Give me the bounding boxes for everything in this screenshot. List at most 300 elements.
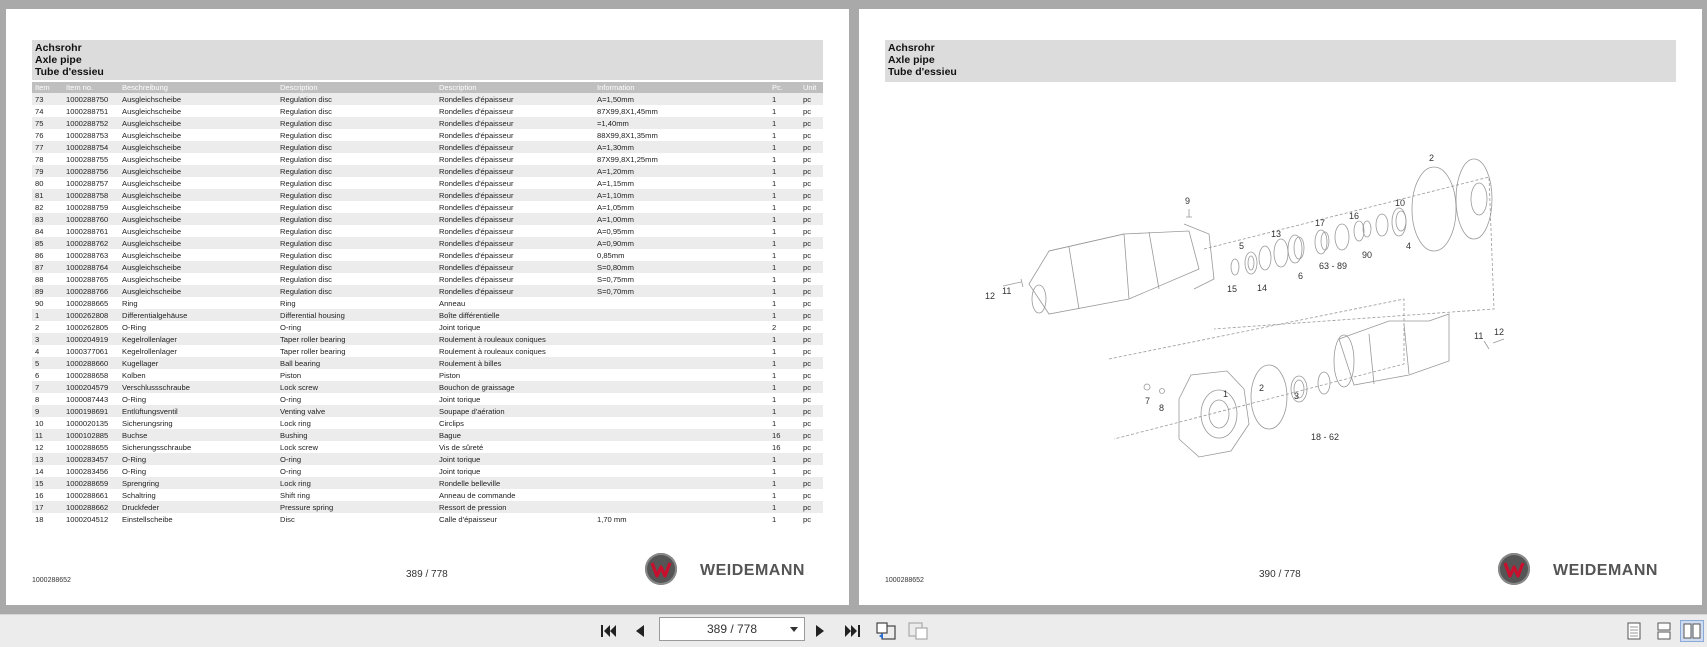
callout-label: 5 [1239,241,1245,251]
cell-description-en: Regulation disc [277,141,436,153]
cell-pc: 1 [772,466,777,476]
cell-description-fr: Joint torique [439,322,481,332]
cell-pc: 2 [772,322,777,332]
cell-information [594,405,769,417]
two-page-view-button[interactable] [1680,620,1704,642]
cell-information: 88X99,8X1,35mm [597,130,658,140]
page-number: 389 / 778 [406,569,448,580]
cell-item-no: 1000288752 [63,117,119,129]
cell-pc: 1 [772,274,777,284]
cell-description-fr: Joint torique [436,453,594,465]
cell-description-en: Regulation disc [277,237,436,249]
cell-item-no: 1000288754 [63,141,119,153]
cell-description-en: Lock ring [280,418,311,428]
cell-description-en: Regulation disc [277,165,436,177]
cell-description-en: Regulation disc [277,117,436,129]
cell-unit: pc [803,418,812,428]
cell-description-en: Bushing [277,429,436,441]
callout-label: 11 [1002,286,1012,296]
cell-description-fr: Soupape d'aération [436,405,594,417]
weidemann-logo [645,553,825,589]
viewer-toolbar [0,614,1707,647]
callout-label: 14 [1257,283,1268,293]
cell-beschreibung: Schaltring [122,490,156,500]
cell-item: 81 [32,189,63,201]
cell-information [594,345,769,357]
cell-description-fr: Rondelles d'épaisseur [439,274,514,284]
cell-item-no: 1000377061 [66,346,109,356]
col-header-pc: Pc. [769,82,800,93]
cell-item-no: 1000204579 [63,381,119,393]
cell-description-fr: Rondelles d'épaisseur [436,285,594,297]
cell-description-en: Shift ring [280,490,310,500]
cell-beschreibung: O-Ring [122,322,147,332]
cell-beschreibung: Ausgleichscheibe [119,189,277,201]
cell-unit: pc [800,477,823,489]
cell-item: 4 [35,346,40,356]
table-row [32,357,823,369]
cell-beschreibung: Ausgleichscheibe [119,141,277,153]
title-en: Axle pipe [888,54,935,66]
page-title-box [885,40,1676,82]
cell-item-no: 1000288753 [66,130,109,140]
cell-item: 11 [32,429,63,441]
cell-item: 7 [32,381,63,393]
cell-item-no: 1000288764 [63,261,119,273]
table-row [32,369,823,381]
previous-page-button[interactable] [628,620,652,642]
cell-description-en: Pressure spring [277,501,436,513]
table-row [32,321,823,333]
cell-description-en: Regulation disc [280,202,332,212]
table-row [32,177,823,189]
cell-item-no: 1000288763 [66,250,109,260]
table-row [32,129,823,141]
cell-description-fr: Rondelles d'épaisseur [436,261,594,273]
logo-wordmark: WEIDEMANN [700,562,805,579]
cell-beschreibung: Verschlussschraube [119,381,277,393]
cell-item-no: 1000204512 [66,514,109,524]
callout-labels [985,153,1504,442]
cell-description-fr: Bouchon de graissage [436,381,594,393]
cell-beschreibung: Ausgleichscheibe [122,178,182,188]
cell-information: A=1,00mm [594,213,769,225]
cell-item-no: 1000102885 [63,429,119,441]
table-row [32,333,823,345]
cell-description-en: Regulation disc [277,189,436,201]
cell-unit: pc [800,117,823,129]
cell-item-no: 1000020135 [66,418,109,428]
table-row [32,225,823,237]
cell-description-fr: Rondelles d'épaisseur [439,178,514,188]
cell-item: 79 [32,165,63,177]
cell-item-no: 1000288760 [63,213,119,225]
previous-view-button[interactable] [874,620,898,642]
col-header-description-fr: Description [436,82,594,93]
cell-item: 16 [35,490,44,500]
cell-item-no: 1000288758 [63,189,119,201]
document-number: 1000288652 [885,577,924,584]
cell-description-en: Taper roller bearing [277,333,436,345]
cell-information [594,321,769,333]
cell-item-no: 1000288660 [63,357,119,369]
cell-description-en: Ring [280,298,296,308]
callout-label: 63 - 89 [1319,261,1348,271]
callout-label: 4 [1406,241,1412,251]
table-row [32,261,823,273]
table-row [32,153,823,165]
cell-item: 15 [32,477,63,489]
cell-unit: pc [800,381,823,393]
col-header-description-en: Description [277,82,436,93]
cell-description-fr: Rondelles d'épaisseur [439,250,514,260]
callout-label: 7 [1145,396,1151,406]
cell-unit: pc [803,466,812,476]
cell-item-no: 1000262805 [66,322,109,332]
cell-information [594,369,769,381]
cell-beschreibung: Ausgleichscheibe [122,250,182,260]
cell-description-en: Regulation disc [277,285,436,297]
table-row [32,381,823,393]
table-row [32,477,823,489]
cell-information [594,489,769,501]
cell-description-en: Regulation disc [280,178,332,188]
cell-unit: pc [800,141,823,153]
cell-pc: 1 [769,189,800,201]
cell-information [594,381,769,393]
cell-description-fr: Rondelles d'épaisseur [436,93,594,105]
cell-beschreibung: Ausgleichscheibe [119,261,277,273]
cell-description-en: Lock ring [277,477,436,489]
cell-pc: 16 [769,429,800,441]
table-row [32,237,823,249]
cell-unit: pc [800,333,823,345]
cell-item-no: 1000288659 [63,477,119,489]
cell-description-en: Regulation disc [280,226,332,236]
callout-label: 10 [1395,198,1406,208]
cell-pc: 1 [769,237,800,249]
cell-pc: 1 [772,178,777,188]
cell-beschreibung: O-Ring [122,466,147,476]
cell-beschreibung: Sprengring [119,477,277,489]
cell-information [594,501,769,513]
cell-unit: pc [803,154,812,164]
cell-pc: 1 [769,285,800,297]
cell-item: 10 [35,418,44,428]
cell-item-no: 1000288665 [66,298,109,308]
cell-pc: 1 [769,261,800,273]
table-row [32,141,823,153]
cell-description-en: Lock screw [280,442,318,452]
table-row [32,189,823,201]
page-number: 390 / 778 [1259,569,1301,580]
cell-beschreibung: Ausgleichscheibe [119,237,277,249]
cell-information [594,393,769,405]
callout-label: 1 [1223,389,1229,399]
cell-item: 14 [35,466,44,476]
cell-pc: 1 [772,202,777,212]
parts-table-body [32,93,823,525]
cell-description-fr: Piston [439,370,461,380]
cell-beschreibung: Ausgleichscheibe [122,154,182,164]
cell-description-en: O-ring [280,322,302,332]
col-header-item: Item [32,82,63,93]
cell-unit: pc [803,490,812,500]
cell-description-en: O-ring [280,394,302,404]
cell-pc: 1 [769,93,800,105]
cell-item-no: 1000288766 [63,285,119,297]
next-page-button[interactable] [808,620,832,642]
cell-item: 1 [32,309,63,321]
page-number-field[interactable] [659,617,805,641]
cell-pc: 1 [769,213,800,225]
callout-label: 9 [1185,196,1191,206]
cell-unit: pc [803,298,812,308]
cell-beschreibung: Ausgleichscheibe [122,106,182,116]
cell-description-fr: Joint torique [439,394,481,404]
table-row [32,465,823,477]
single-page-view-button[interactable] [1622,620,1646,642]
two-page-view-icon [1683,623,1701,639]
cell-unit: pc [803,370,812,380]
cell-item: 85 [32,237,63,249]
cell-unit: pc [803,346,812,356]
cell-description-fr: Rondelles d'épaisseur [439,130,514,140]
cell-item-no: 1000204919 [63,333,119,345]
weidemann-logo-icon [645,553,677,585]
cell-unit: pc [803,442,812,452]
cell-description-en: Regulation disc [280,274,332,284]
cell-description-fr: Rondelles d'épaisseur [439,226,514,236]
table-row [32,489,823,501]
table-row [32,93,823,105]
cell-item: 5 [32,357,63,369]
cell-description-fr: Roulement à rouleaux coniques [439,346,546,356]
cell-unit: pc [803,394,812,404]
next-view-icon [907,621,929,641]
callout-label: 8 [1159,403,1165,413]
cell-information: A=0,90mm [594,237,769,249]
cell-information: A=1,10mm [594,189,769,201]
cell-description-fr: Anneau [439,298,466,308]
cell-unit: pc [800,309,823,321]
cell-information [594,429,769,441]
cell-beschreibung: Einstellscheibe [122,514,173,524]
cell-description-en: O-ring [280,466,302,476]
callout-label: 16 [1349,211,1360,221]
cell-information: 87X99,8X1,45mm [597,106,658,116]
cell-item-no: 1000262808 [63,309,119,321]
callout-label: 2 [1259,383,1265,393]
cell-description-fr: Rondelles d'épaisseur [436,165,594,177]
cell-pc: 1 [769,477,800,489]
cell-item: 87 [32,261,63,273]
cell-item: 18 [35,514,44,524]
cell-unit: pc [803,178,812,188]
col-header-beschreibung: Beschreibung [119,82,277,93]
cell-description-fr: Ressort de pression [436,501,594,513]
table-row [32,213,823,225]
cell-item-no: 1000288757 [66,178,109,188]
cell-item-no: 1000198691 [63,405,119,417]
callout-label: 2 [1429,153,1435,163]
cell-unit: pc [800,429,823,441]
col-header-item-no: Item no. [63,82,119,93]
callout-label: 17 [1315,218,1326,228]
cell-item-no: 1000288655 [66,442,109,452]
cell-pc: 1 [772,370,777,380]
cell-description-fr: Rondelles d'épaisseur [439,202,514,212]
cell-pc: 1 [769,501,800,513]
cell-description-en: Regulation disc [277,93,436,105]
cell-unit: pc [803,130,812,140]
cell-beschreibung: Sicherungsring [122,418,173,428]
table-row [32,285,823,297]
cell-information: A=1,50mm [594,93,769,105]
cell-unit: pc [800,285,823,297]
cell-item-no: 1000283457 [63,453,119,465]
cell-beschreibung: Ausgleichscheibe [122,202,182,212]
table-row [32,273,823,285]
cell-description-fr: Anneau de commande [439,490,516,500]
cell-beschreibung: O-Ring [119,453,277,465]
cell-beschreibung: Kugellager [119,357,277,369]
page-number-value: 389 / 778 [706,622,758,636]
cell-item: 80 [35,178,44,188]
cell-pc: 1 [772,298,777,308]
callout-label: 15 [1227,284,1238,294]
callout-label: 3 [1294,391,1300,401]
cell-information: 1,70 mm [597,514,627,524]
cell-item-no: 1000283456 [66,466,109,476]
chevron-down-icon[interactable] [790,627,798,632]
cell-item-no: 1000288661 [66,490,109,500]
cell-beschreibung: Sicherungsschraube [122,442,192,452]
cell-pc: 1 [772,250,777,260]
callout-label: 11 [1474,331,1484,341]
cell-item-no: 1000288755 [66,154,109,164]
cell-item-no: 1000087443 [66,394,109,404]
cell-description-en: Regulation disc [280,130,332,140]
parts-table [32,82,823,525]
cell-unit: pc [800,165,823,177]
cell-unit: pc [803,202,812,212]
cell-pc: 1 [772,130,777,140]
title-de: Achsrohr [888,42,935,54]
document-number: 1000288652 [32,577,71,584]
title-fr: Tube d'essieu [888,66,957,78]
cell-item: 84 [35,226,44,236]
cell-information [594,297,769,309]
cell-description-en: Differential housing [277,309,436,321]
last-page-button[interactable] [840,620,864,642]
cell-description-en: O-ring [277,453,436,465]
table-row [32,201,823,213]
cell-item-no: 1000288756 [63,165,119,177]
cell-pc: 1 [772,346,777,356]
continuous-view-button[interactable] [1652,620,1676,642]
first-page-button[interactable] [597,620,621,642]
cell-unit: pc [803,322,812,332]
cell-pc: 1 [769,117,800,129]
cell-information [594,441,769,453]
cell-information: 87X99,8X1,25mm [597,154,658,164]
cell-beschreibung: Ausgleichscheibe [119,117,277,129]
cell-description-fr: Rondelles d'épaisseur [436,213,594,225]
cell-item-no: 1000288750 [63,93,119,105]
cell-unit: pc [803,250,812,260]
cell-item: 75 [32,117,63,129]
cell-information: S=0,70mm [594,285,769,297]
title-en: Axle pipe [35,54,82,66]
cell-item: 3 [32,333,63,345]
cell-description-en: Venting valve [277,405,436,417]
cell-item: 6 [35,370,40,380]
cell-beschreibung: Ausgleichscheibe [119,93,277,105]
callout-label: 18 - 62 [1311,432,1340,442]
col-header-information: Information [594,82,769,93]
last-page-icon [843,623,861,639]
table-row [32,117,823,129]
cell-item: 73 [32,93,63,105]
cell-item-no: 1000288658 [66,370,109,380]
cell-description-en: Regulation disc [280,154,332,164]
cell-beschreibung: Ausgleichscheibe [122,226,182,236]
table-row [32,405,823,417]
next-page-icon [813,623,827,639]
cell-item-no: 1000288762 [63,237,119,249]
cell-item: 88 [35,274,44,284]
cell-description-en: Regulation disc [277,213,436,225]
weidemann-logo-icon [1498,553,1530,585]
cell-item: 89 [32,285,63,297]
cell-item-no: 1000288759 [66,202,109,212]
cell-pc: 1 [772,490,777,500]
cell-description-fr: Bague [436,429,594,441]
cell-beschreibung: Ausgleichscheibe [122,130,182,140]
table-row [32,429,823,441]
table-row [32,345,823,357]
cell-item: 2 [35,322,40,332]
cell-unit: pc [800,261,823,273]
cell-description-en: Regulation disc [280,250,332,260]
callout-label: 90 [1362,250,1373,260]
table-header-row [32,82,823,93]
cell-beschreibung: Ausgleichscheibe [119,213,277,225]
weidemann-logo [1498,553,1678,589]
cell-information: A=1,15mm [597,178,634,188]
cell-unit: pc [800,237,823,249]
cell-item: 8 [35,394,40,404]
differential-housing [1179,371,1249,457]
logo-wordmark: WEIDEMANN [1553,562,1658,579]
cell-item: 82 [35,202,44,212]
title-fr: Tube d'essieu [35,66,104,78]
table-row [32,393,823,405]
cell-description-fr: Rondelles d'épaisseur [439,154,514,164]
cell-beschreibung: O-Ring [122,394,147,404]
cell-pc: 1 [769,357,800,369]
cell-unit: pc [800,405,823,417]
cell-information [594,477,769,489]
cell-item: 78 [35,154,44,164]
cell-pc: 1 [769,141,800,153]
table-row [32,297,823,309]
cell-description-en: Taper roller bearing [280,346,346,356]
next-view-button[interactable] [906,620,930,642]
page-title-box [32,40,823,80]
cell-pc: 1 [769,165,800,177]
